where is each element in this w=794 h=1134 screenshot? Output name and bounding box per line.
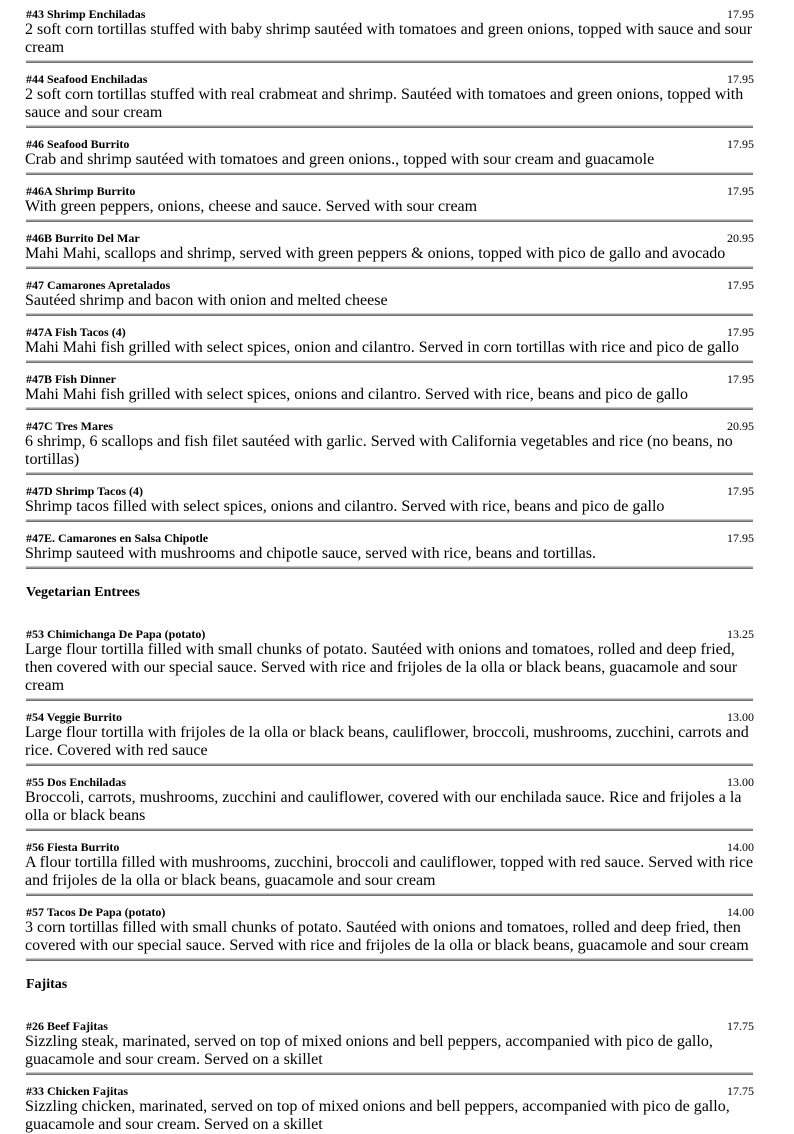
menu-item-header — [25, 227, 754, 245]
menu-item — [25, 368, 754, 410]
menu-item-header — [25, 180, 754, 198]
menu-item-name: #46B Burrito Del Mar — [26, 231, 140, 245]
menu-item-header — [25, 706, 754, 724]
menu-item — [25, 706, 754, 766]
menu-item-price: 20.95 — [727, 231, 754, 245]
menu-item-header — [25, 527, 754, 545]
item-divider — [26, 472, 753, 475]
menu-item-price: 13.00 — [727, 710, 754, 724]
menu-item-price: 17.95 — [727, 7, 754, 21]
menu-item-price: 17.95 — [727, 531, 754, 545]
menu-item — [25, 133, 754, 175]
menu-item — [25, 180, 754, 222]
menu-item — [25, 68, 754, 128]
menu-item-header — [25, 68, 754, 86]
menu-item-description: Sizzling steak, marinated, served on top of mixed onions and bell peppers, accompanied with pico de gallo, guacamole and sour cream. Served on a skillet — [25, 1033, 713, 1068]
menu-item-description: Crab and shrimp sautéed with tomatoes and green onions., topped with sour cream and guacamole — [25, 151, 655, 168]
menu-item-description: Broccoli, carrots, mushrooms, zucchini and cauliflower, covered with our enchilada sauce. Rice and frijoles a la olla or black beans — [25, 789, 742, 824]
menu-item-header — [25, 901, 754, 919]
menu-item-description: Large flour tortilla filled with small chunks of potato. Sautéed with onions and tomatoes, rolled and deep fried, then covered with our special sauce. Served with rice and frijoles de la olla or black beans, guacamole and sour cream — [25, 641, 738, 694]
menu-item-name: #47 Camarones Apretalados — [26, 278, 171, 292]
menu-item — [25, 1015, 754, 1075]
menu-item-header — [25, 623, 754, 641]
menu-item-description: Sautéed shrimp and bacon with onion and melted cheese — [25, 292, 388, 309]
menu-item-header — [25, 321, 754, 339]
item-divider — [26, 763, 753, 766]
item-divider — [26, 519, 753, 522]
menu-item-price: 17.95 — [727, 325, 754, 339]
menu-item-description: With green peppers, onions, cheese and sauce. Served with sour cream — [25, 198, 478, 215]
menu-item-header — [25, 368, 754, 386]
menu-item-description: Mahi Mahi, scallops and shrimp, served with green peppers & onions, topped with pico de gallo and avocado — [25, 245, 726, 262]
menu-item — [25, 623, 754, 701]
menu-item-description: 2 soft corn tortillas stuffed with real crabmeat and shrimp. Sautéed with tomatoes and green onions, topped with sauce and sour cream — [25, 86, 744, 121]
menu-item-name: #57 Tacos De Papa (potato) — [26, 905, 166, 919]
menu-item-description: Mahi Mahi fish grilled with select spices, onion and cilantro. Served in corn tortillas with rice and pico de gallo — [25, 339, 740, 356]
menu-item-name: #47A Fish Tacos (4) — [26, 325, 126, 339]
menu-item-name: #56 Fiesta Burrito — [26, 840, 120, 854]
item-divider — [26, 958, 753, 961]
item-divider — [26, 125, 753, 128]
menu-item-price: 17.95 — [727, 484, 754, 498]
section-heading: Vegetarian Entrees — [26, 585, 140, 600]
menu-item — [25, 836, 754, 896]
menu-item-price: 17.95 — [727, 372, 754, 386]
menu-item-description: 3 corn tortillas filled with small chunks of potato. Sautéed with onions and tomatoes, rolled and deep fried, then covered with our special sauce. Served with rice and frijoles de la olla or black beans, guacamole and sour cream — [25, 919, 749, 954]
menu-item — [25, 3, 754, 63]
item-divider — [26, 266, 753, 269]
item-divider — [26, 828, 753, 831]
item-divider — [26, 566, 753, 569]
menu-item-name: #55 Dos Enchiladas — [26, 775, 127, 789]
menu-item-price: 17.95 — [727, 184, 754, 198]
menu-item — [25, 227, 754, 269]
item-divider — [26, 1072, 753, 1075]
section-heading: Fajitas — [26, 977, 68, 992]
menu-item-price: 13.25 — [727, 627, 754, 641]
menu-item-price: 14.00 — [727, 905, 754, 919]
menu-item — [25, 480, 754, 522]
menu-item-description: A flour tortilla filled with mushrooms, zucchini, broccoli and cauliflower, topped with red sauce. Served with rice and frijoles de la olla or black beans, guacamole and sour cream — [25, 854, 754, 889]
menu-item-price: 14.00 — [727, 840, 754, 854]
menu-item — [25, 321, 754, 363]
menu-item — [25, 771, 754, 831]
menu-item-price: 17.95 — [727, 278, 754, 292]
item-divider — [26, 360, 753, 363]
menu-item-header — [25, 1080, 754, 1098]
menu-item-description: 6 shrimp, 6 scallops and fish filet sautéed with garlic. Served with California vegetables and rice (no beans, no tortillas) — [25, 433, 733, 468]
menu-item — [25, 415, 754, 475]
menu-item-name: #46 Seafood Burrito — [26, 137, 130, 151]
menu-item-description: 2 soft corn tortillas stuffed with baby shrimp sautéed with tomatoes and green onions, topped with sauce and sour cream — [25, 21, 753, 56]
menu-item-name: #47B Fish Dinner — [26, 372, 117, 386]
item-divider — [26, 60, 753, 63]
menu-list — [25, 3, 754, 1134]
menu-item — [25, 274, 754, 316]
menu-item-name: #33 Chicken Fajitas — [26, 1084, 128, 1098]
menu-item-name: #47C Tres Mares — [26, 419, 114, 433]
menu-item-price: 17.75 — [727, 1019, 754, 1033]
menu-item-name: #43 Shrimp Enchiladas — [26, 7, 146, 21]
menu-item-name: #47D Shrimp Tacos (4) — [26, 484, 144, 498]
item-divider — [26, 313, 753, 316]
item-divider — [26, 407, 753, 410]
menu-item-header — [25, 771, 754, 789]
menu-item-header — [25, 3, 754, 21]
menu-item-header — [25, 1015, 754, 1033]
menu-item-price: 17.75 — [727, 1084, 754, 1098]
menu-item-name: #54 Veggie Burrito — [26, 710, 122, 724]
item-divider — [26, 219, 753, 222]
item-divider — [26, 172, 753, 175]
menu-item-name: #47E. Camarones en Salsa Chipotle — [26, 531, 209, 545]
menu-item — [25, 1080, 754, 1134]
menu-item-description: Shrimp tacos filled with select spices, onions and cilantro. Served with rice, beans and pico de gallo — [25, 498, 665, 515]
menu-item-description: Mahi Mahi fish grilled with select spices, onions and cilantro. Served with rice, beans and pico de gallo — [25, 386, 688, 403]
item-divider — [26, 893, 753, 896]
menu-item-description: Large flour tortilla with frijoles de la olla or black beans, cauliflower, broccoli, mushrooms, zucchini, carrots and rice. Covered with red sauce — [25, 724, 749, 759]
menu-item-price: 17.95 — [727, 137, 754, 151]
menu-item-name: #46A Shrimp Burrito — [26, 184, 136, 198]
menu-item-header — [25, 836, 754, 854]
menu-item-header — [25, 133, 754, 151]
menu-item-header — [25, 480, 754, 498]
item-divider — [26, 698, 753, 701]
menu-item-name: #26 Beef Fajitas — [26, 1019, 108, 1033]
menu-item-header — [25, 415, 754, 433]
menu-item-name: #44 Seafood Enchiladas — [26, 72, 148, 86]
menu-item — [25, 527, 754, 569]
menu-item-price: 17.95 — [727, 72, 754, 86]
menu-item-price: 13.00 — [727, 775, 754, 789]
menu-item-header — [25, 274, 754, 292]
menu-item-name: #53 Chimichanga De Papa (potato) — [26, 627, 206, 641]
menu-item-price: 20.95 — [727, 419, 754, 433]
menu-item-description: Sizzling chicken, marinated, served on top of mixed onions and bell peppers, accompanied with pico de gallo, guacamole and sour cream. Served on a skillet — [25, 1098, 730, 1133]
menu-item-description: Shrimp sauteed with mushrooms and chipotle sauce, served with rice, beans and tortillas. — [25, 545, 596, 562]
menu-item — [25, 901, 754, 961]
